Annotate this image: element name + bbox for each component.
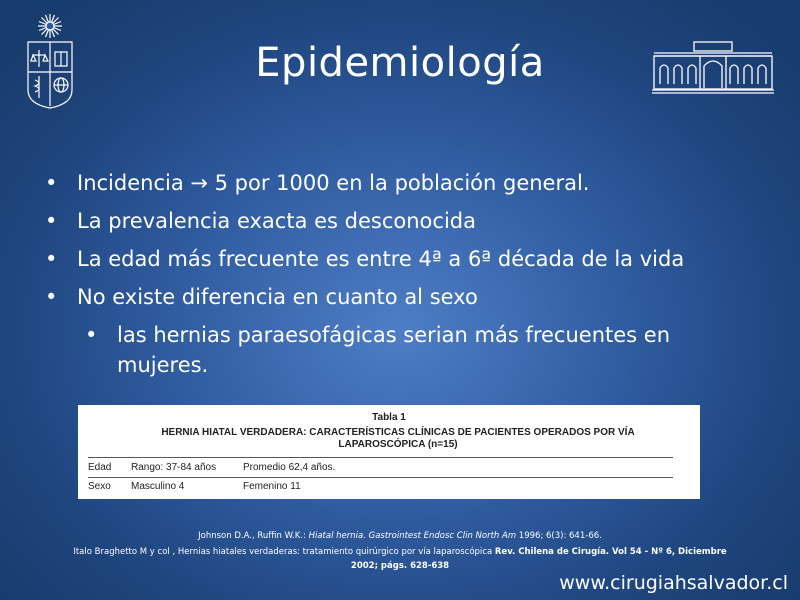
bullet-text: No existe diferencia en cuanto al sexo: [77, 285, 478, 309]
sub-bullet-line: las hernias paraesofágicas serian más frecuentes en: [117, 323, 671, 347]
slide-title: Epidemiología: [255, 40, 545, 86]
clinical-table: [78, 405, 700, 499]
bullet-dot: •: [45, 171, 58, 195]
building-facade-icon: [650, 40, 776, 94]
reference-line: [0, 531, 800, 541]
reference-journal: Rev. Chilena de Cirugía. Vol 54 - Nº 6, Diciembre: [494, 547, 727, 557]
table-title-line: HERNIA HIATAL VERDADERA: CARACTERÍSTICAS CLÍNICAS DE PACIENTES OPERADOS POR VÍA: [161, 427, 635, 438]
reference-text: Johnson D.A., Ruffin W.K.:: [198, 531, 309, 541]
table-title-line: LAPAROSCÓPICA (n=15): [338, 439, 458, 450]
table-cell-label: Edad: [88, 462, 112, 473]
bullet-dot: •: [45, 209, 58, 233]
table-caption: Tabla 1: [372, 412, 406, 423]
bullet-item: [45, 206, 745, 244]
bullet-item: [45, 244, 745, 282]
bullet-list: [45, 168, 745, 380]
reference-text: Italo Braghetto M y col , Hernias hiatales verdaderas: tratamiento quirúrgico por vía laparoscópica: [73, 547, 495, 557]
reference-journal: 2002; págs. 628-638: [350, 561, 450, 571]
table-rule: [88, 457, 673, 458]
bullet-item: [45, 168, 745, 206]
sub-bullet-line: mujeres.: [117, 353, 209, 377]
table-rule: [88, 477, 673, 478]
bullet-text: La edad más frecuente es entre 4ª a 6ª década de la vida: [77, 247, 685, 271]
table-title: [118, 427, 678, 451]
bullet-dot: •: [45, 247, 58, 271]
reference-line: [0, 561, 800, 571]
table-cell: Femenino 11: [243, 481, 301, 492]
reference-text: 1996; 6(3): 641-66.: [516, 531, 602, 541]
table-cell-label: Sexo: [88, 481, 111, 492]
bullet-dot: •: [45, 285, 58, 309]
bullet-item: [45, 282, 745, 320]
bullet-text: Incidencia → 5 por 1000 en la población general.: [77, 171, 590, 195]
table-cell: Promedio 62,4 años.: [243, 462, 336, 473]
bullet-dot: •: [85, 323, 98, 347]
sub-bullet-item: [45, 320, 745, 380]
table-cell: Masculino 4: [131, 481, 185, 492]
footer-url: www.cirugiahsalvador.cl: [559, 572, 788, 594]
reference-line: [0, 547, 800, 557]
table-cell: Rango: 37-84 años: [131, 462, 217, 473]
reference-journal: Hiatal hernia. Gastrointest Endosc Clin North Am: [308, 531, 517, 541]
bullet-text: La prevalencia exacta es desconocida: [77, 209, 476, 233]
